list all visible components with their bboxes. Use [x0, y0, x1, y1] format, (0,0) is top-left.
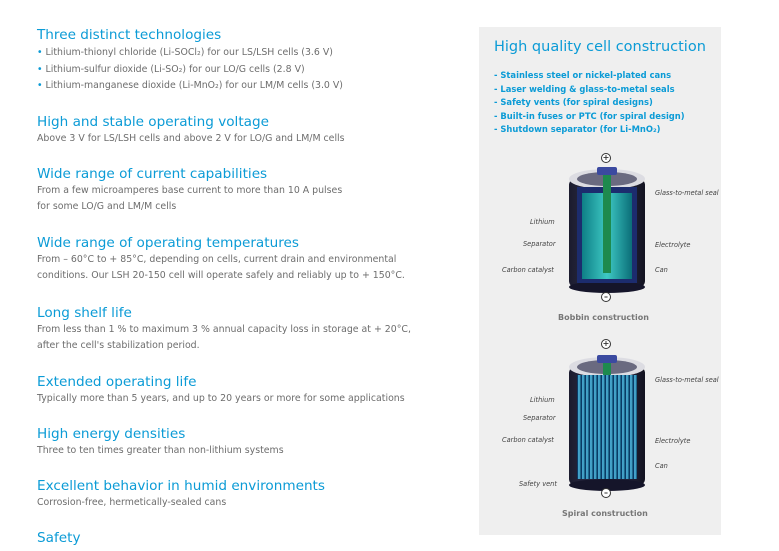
- section-text: From a few microamperes base current to more than 10 A pulses: [37, 185, 343, 196]
- negative-terminal-icon: –: [601, 292, 611, 302]
- section-text: after the cell's stabilization period.: [37, 339, 200, 351]
- label-separator: Separator: [523, 414, 556, 422]
- list-item: - Laser welding & glass-to-metal seals: [494, 83, 675, 94]
- panel-title: High quality cell construction: [494, 39, 706, 55]
- list-item: - Built-in fuses or PTC (for spiral design): [494, 110, 685, 121]
- section-text: Three to ten times greater than non-lithium systems: [37, 445, 284, 456]
- section-text: From – 60°C to + 85°C, depending on cells, current drain and environmental: [37, 254, 397, 265]
- section-title: Wide range of current capabilities: [37, 166, 268, 182]
- label-lithium: Lithium: [530, 218, 555, 226]
- positive-terminal-icon: +: [602, 339, 610, 348]
- label-can: Can: [655, 266, 668, 274]
- section-technologies: [37, 26, 467, 95]
- section-title: High and stable operating voltage: [37, 114, 269, 130]
- section-text: for some LO/G and LM/M cells: [37, 200, 177, 212]
- section-shelf-life: [37, 304, 467, 353]
- list-item: - Shutdown separator (for Li-MnO₂): [494, 124, 661, 135]
- label-separator: Separator: [523, 240, 556, 248]
- negative-terminal-icon: –: [601, 488, 611, 498]
- section-operating-life: [37, 373, 467, 407]
- label-electrolyte: Electrolyte: [655, 241, 691, 249]
- section-safety: [37, 529, 467, 547]
- list-item: • Lithium-thionyl chloride (Li-SOCl₂) for our LS/LSH cells (3.6 V): [37, 45, 467, 62]
- section-title: Long shelf life: [37, 305, 132, 321]
- section-title: High energy densities: [37, 426, 186, 442]
- label-electrolyte: Electrolyte: [655, 437, 691, 445]
- section-voltage: [37, 113, 467, 147]
- section-title: Three distinct technologies: [37, 27, 222, 43]
- section-temperature: [37, 234, 467, 283]
- cell-construction-panel: [479, 27, 721, 535]
- section-text: From less than 1 % to maximum 3 % annual capacity loss in storage at + 20°C,: [37, 324, 411, 335]
- label-lithium: Lithium: [530, 396, 555, 404]
- section-title: Wide range of operating temperatures: [37, 235, 299, 251]
- section-text: conditions. Our LSH 20-150 cell will operate safely and reliably up to + 150°C.: [37, 269, 405, 281]
- section-current: [37, 165, 467, 214]
- list-item: • Lithium-sulfur dioxide (Li-SO₂) for our LO/G cells (2.8 V): [37, 62, 467, 79]
- section-energy: [37, 425, 467, 459]
- label-glass-to-metal-seal: Glass-to-metal seal: [655, 189, 719, 197]
- positive-terminal-icon: +: [602, 153, 610, 162]
- list-item: • Lithium-manganese dioxide (Li-MnO₂) for our LM/M cells (3.0 V): [37, 78, 467, 95]
- construction-features: [494, 69, 685, 137]
- label-carbon-catalyst: Carbon catalyst: [502, 436, 554, 444]
- label-can: Can: [655, 462, 668, 470]
- spiral-cell-illustration: [557, 353, 657, 493]
- spiral-caption: Spiral construction: [562, 509, 648, 518]
- technology-list: [37, 45, 467, 95]
- bobbin-caption: Bobbin construction: [558, 313, 649, 322]
- section-text: Above 3 V for LS/LSH cells and above 2 V for LO/G and LM/M cells: [37, 133, 345, 144]
- list-item: - Safety vents (for spiral designs): [494, 97, 653, 108]
- section-humid: [37, 477, 467, 511]
- bobbin-cell-illustration: [557, 165, 657, 295]
- section-text: Corrosion-free, hermetically-sealed cans: [37, 497, 227, 508]
- label-safety-vent: Safety vent: [519, 480, 557, 488]
- section-title: Excellent behavior in humid environments: [37, 478, 325, 494]
- list-item: - Stainless steel or nickel-plated cans: [494, 70, 672, 80]
- section-title: Safety: [37, 530, 81, 546]
- section-title: Extended operating life: [37, 374, 197, 390]
- section-text: Typically more than 5 years, and up to 20 years or more for some applications: [37, 393, 405, 404]
- label-glass-to-metal-seal: Glass-to-metal seal: [655, 376, 719, 384]
- label-carbon-catalyst: Carbon catalyst: [502, 266, 554, 274]
